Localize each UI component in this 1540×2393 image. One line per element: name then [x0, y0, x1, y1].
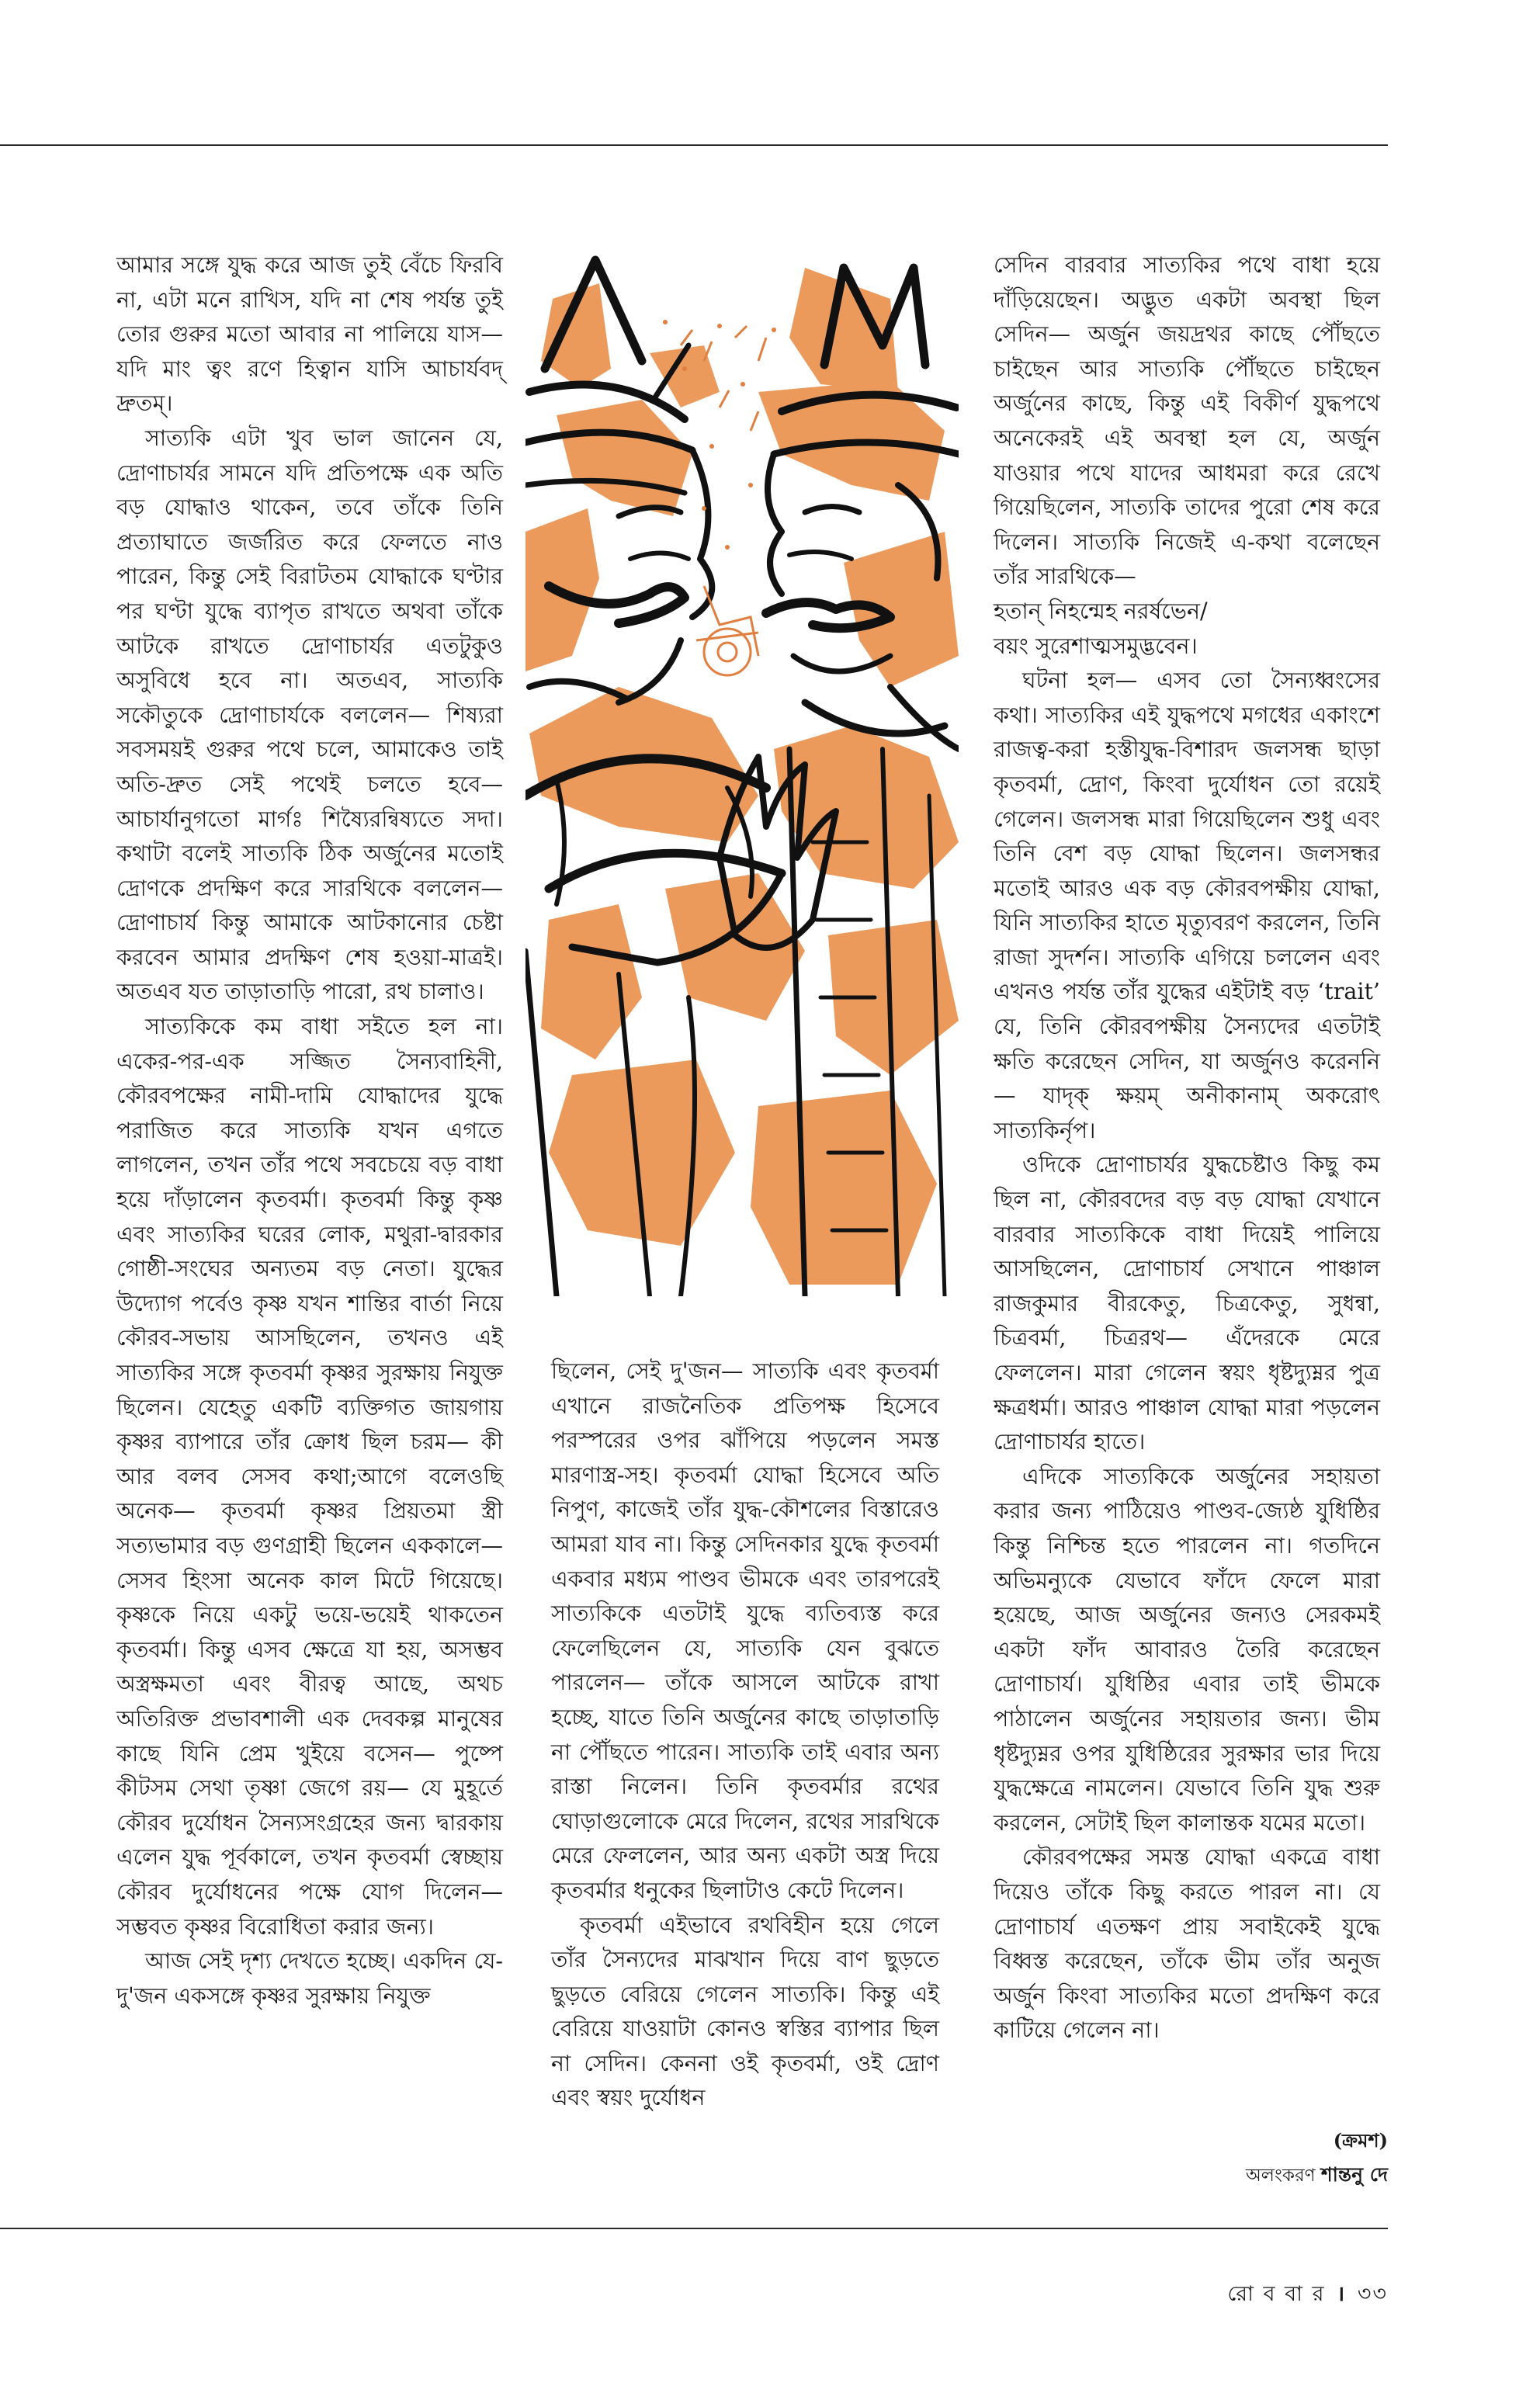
paragraph: ঘটনা হল— এসব তো সৈন্যধ্বংসের কথা। সাত্যকির এই যুদ্ধপথে মগধের একাংশে রাজত্ব-করা হস্তীযুদ্ধ-বিশারদ জলসন্ধ ছাড়া কৃতবর্মা, দ্রোণ, কিংবা দুর্যোধন তো রয়েই গেলেন। জলসন্ধ মারা গিয়েছিলেন শুধু এবং তিনি বেশ বড় যোদ্ধা ছিলেন। জলসন্ধর মতোই আরও এক বড় কৌরবপক্ষীয় যোদ্ধা, যিনি সাত্যকির হাতে মৃত্যুবরণ করলেন, তিনি রাজা সুদর্শন। সাত্যকি এগিয়ে চললেন এবং এখনও পর্যন্ত তাঁর যুদ্ধের এইটাই বড় ‘trait’ যে, তিনি কৌরবপক্ষীয় সৈন্যদের এতটাই ক্ষতি করেছেন সেদিন, যা অর্জুনও করেননি— যাদৃক্‌ ক্ষয়ম্‌ অনীকানাম্‌ অকরোৎ সাত্যকির্নৃপ। [994, 668, 1380, 1143]
paragraph: এদিকে সাত্যকিকে অর্জুনের সহায়তা করার জন্য পাঠিয়েও পাণ্ডব-জ্যেষ্ঠ যুধিষ্ঠির কিন্তু নিশ্চিন্ত হতে পারলেন না। গতদিনে অভিমন্যুকে যেভাবে ফাঁদে ফেলে মারা হয়েছে, আজ অর্জুনের জন্যও সেরকমই একটা ফাঁদ আবারও তৈরি করেছেন দ্রোণাচার্য। যুধিষ্ঠির এবার তাই ভীমকে পাঠালেন অর্জুনের সহায়তার জন্য। ভীম ধৃষ্টদ্যুম্নর ওপর যুধিষ্ঠিরের সুরক্ষার ভার দিয়ে যুদ্ধক্ষেত্রে নামলেন। যেভাবে তিনি যুদ্ধ শুরু করলেন, সেটাই ছিল কালান্তক যমের মতো। [994, 1463, 1380, 1836]
right-column [994, 248, 1380, 2048]
verse-line: হতান্‌ নিহন্মেহ নরর্ষভেন/ [994, 598, 1208, 624]
paragraph: আমার সঙ্গে যুদ্ধ করে আজ তুই বেঁচে ফিরবি না, এটা মনে রাখিস, যদি না শেষ পর্যন্ত তুই তোর গুরুর মতো আবার না পালিয়ে যাস— যদি মাং ত্বং রণে হিত্বান যাসি আচার্যবদ্‌ দ্রুতম্‌। [116, 252, 503, 417]
paragraph: সেদিন বারবার সাত্যকির পথে বাধা হয়ে দাঁড়িয়েছেন। অদ্ভুত একটা অবস্থা ছিল সেদিন— অর্জুন জয়দ্রথর কাছে পৌঁছতে চাইছেন আর সাত্যকি পৌঁছতে চাইছেন অর্জুনের কাছে, কিন্তু এই বিকীর্ণ যুদ্ধপথে অনেকেরই এই অবস্থা হল যে, অর্জুন যাওয়ার পথে যাদের আধমরা করে রেখে গিয়েছিলেন, সাত্যকি তাদের পুরো শেষ করে দিলেন। সাত্যকি নিজেই এ-কথা বলেছেন তাঁর সারথিকে— [994, 252, 1380, 590]
paragraph: ছিলেন, সেই দু'জন— সাত্যকি এবং কৃতবর্মা এখানে রাজনৈতিক প্রতিপক্ষ হিসেবে পরস্পরের ওপর ঝাঁপিয়ে পড়লেন সমস্ত মারণাস্ত্র-সহ। কৃতবর্মা যোদ্ধা হিসেবে অতি নিপুণ, কাজেই তাঁর যুদ্ধ-কৌশলের বিস্তারেও আমরা যাব না। কিন্তু সেদিনকার যুদ্ধে কৃতবর্মা একবার মধ্যম পাণ্ডব ভীমকে এবং তারপরেই সাত্যকিকে এতটাই যুদ্ধে ব্যতিব্যস্ত করে ফেলেছিলেন যে, সাত্যকি যেন বুঝতে পারলেন— তাঁকে আসলে আটকে রাখা হচ্ছে, যাতে তিনি অর্জুনের কাছে তাড়াতাড়ি না পৌঁছতে পারেন। সাত্যকি তাই এবার অন্য রাস্তা নিলেন। তিনি কৃতবর্মার রথের ঘোড়াগুলোকে মেরে দিলেন, রথের সারথিকে মেরে ফেললেন, আর অন্য একটা অস্ত্র দিয়ে কৃতবর্মার ধনুকের ছিলাটাও কেটে দিলেন। [551, 1358, 939, 1903]
page-folio [1227, 2278, 1388, 2313]
middle-column [551, 1354, 939, 2116]
page-number: ৩৩ [1357, 2282, 1388, 2306]
paragraph: সাত্যকি এটা খুব ভাল জানেন যে, দ্রোণাচার্যর সামনে যদি প্রতিপক্ষে এক অতি বড় যোদ্ধাও থাকেন, তবে তাঁকে তিনি প্রত্যাঘাতে জর্জরিত করে ফেলতে নাও পারেন, কিন্তু সেই বিরাটতম যোদ্ধাকে ঘণ্টার পর ঘণ্টা যুদ্ধে ব্যাপৃত রাখতে অথবা তাঁকে আটকে রাখতে দ্রোণাচার্যর এতটুকুও অসুবিধে হবে না। অতএব, সাত্যকি সকৌতুকে দ্রোণাচার্যকে বললেন— শিষ্যরা সবসময়ই গুরুর পথে চলে, আমাকেও তাই অতি-দ্রুত সেই পথেই চলতে হবে— আচার্যানুগতো মার্গঃ শিষ্যৈরন্বিষ্যতে সদা। কথাটা বলেই সাত্যকি ঠিক অর্জুনের মতোই দ্রোণকে প্রদক্ষিণ করে সারথিকে বললেন— দ্রোণাচার্য কিন্তু আমাকে আটকানোর চেষ্টা করবেন আমার প্রদক্ষিণ শেষ হওয়া-মাত্রই। অতএব যত তাড়াতাড়ি পারো, রথ চালাও। [116, 425, 503, 1005]
continued-marker: (ক্রমশ) [1333, 2129, 1388, 2152]
paragraph: আজ সেই দৃশ্য দেখতে হচ্ছে। একদিন যে-দু'জন একসঙ্গে কৃষ্ণর সুরক্ষায় নিযুক্ত [116, 1948, 503, 2009]
paragraph: কৌরবপক্ষের সমস্ত যোদ্ধা একত্রে বাধা দিয়েও তাঁকে কিছু করতে পারল না। যে দ্রোণাচার্য এতক্ষণ প্রায় সবাইকেই যুদ্ধে বিধ্বস্ত করেছেন, তাঁকে ভীম তাঁর অনুজ অর্জুন কিংবা সাত্যকির মতো প্রদক্ষিণ করে কাটিয়ে গেলেন না। [994, 1844, 1380, 2044]
verse-line: বয়ং সুরেশাত্মসমুদ্ভবেন। [994, 633, 1198, 659]
magazine-name: রো ব বা র [1227, 2282, 1326, 2306]
credit-name: শান্তনু দে [1320, 2163, 1388, 2186]
illustration-credit [1246, 2159, 1388, 2193]
credit-label: অলংকরণ [1245, 2166, 1316, 2186]
illustration [525, 252, 959, 1296]
paragraph: ওদিকে দ্রোণাচার্যর যুদ্ধচেষ্টাও কিছু কম ছিল না, কৌরবদের বড় বড় যোদ্ধা যেখানে বারবার সাত্যকিকে বাধা দিয়েই পালিয়ে আসছিলেন, দ্রোণাচার্য সেখানে পাঞ্চাল রাজকুমার বীরকেতু, চিত্রকেতু, সুধন্বা, চিত্রবর্মা, চিত্ররথ— এঁদেরকে মেরে ফেললেন। মারা গেলেন স্বয়ং ধৃষ্টদ্যুম্নর পুত্র ক্ষত্রধর্মা। আরও পাঞ্চাল যোদ্ধা মারা পড়লেন দ্রোণাচার্যর হাতে। [994, 1152, 1380, 1455]
folio-separator: । [1337, 2282, 1347, 2306]
bottom-rule [0, 2228, 1388, 2229]
left-column [116, 248, 503, 2013]
paragraph: কৃতবর্মা এইভাবে রথবিহীন হয়ে গেলে তাঁর সৈন্যদের মাঝখান দিয়ে বাণ ছুড়তে ছুড়তে বেরিয়ে গেলেন সাত্যকি। কিন্তু এই বেরিয়ে যাওয়াটা কোনও স্বস্তির ব্যাপার ছিল না সেদিন। কেননা ওই কৃতবর্মা, ওই দ্রোণ এবং স্বয়ং দুর্যোধন [551, 1912, 939, 2111]
paragraph: সাত্যকিকে কম বাধা সইতে হল না। একের-পর-এক সজ্জিত সৈন্যবাহিনী, কৌরবপক্ষের নামী-দামি যোদ্ধাদের যুদ্ধে পরাজিত করে সাত্যকি যখন এগতে লাগলেন, তখন তাঁর পথে সবচেয়ে বড় বাধা হয়ে দাঁড়ালেন কৃতবর্মা। কৃতবর্মা কিন্তু কৃষ্ণ এবং সাত্যকির ঘরের লোক, মথুরা-দ্বারকার গোষ্ঠী-সংঘের অন্যতম বড় নেতা। যুদ্ধের উদ্যোগ পর্বেও কৃষ্ণ যখন শান্তির বার্তা নিয়ে কৌরব-সভায় আসছিলেন, তখনও এই সাত্যকির সঙ্গে কৃতবর্মা কৃষ্ণর সুরক্ষায় নিযুক্ত ছিলেন। যেহেতু একটি ব্যক্তিগত জায়গায় কৃষ্ণর ব্যাপারে তাঁর ক্রোধ ছিল চরম— কী আর বলব সেসব কথা;আগে বলেওছি অনেক— কৃতবর্মা কৃষ্ণর প্রিয়তমা স্ত্রী সত্যভামার বড় গুণগ্রাহী ছিলেন এককালে— সেসব হিংসা অনেক কাল মিটে গিয়েছে। কৃষ্ণকে নিয়ে একটু ভয়ে-ভয়েই থাকতেন কৃতবর্মা। কিন্তু এসব ক্ষেত্রে যা হয়, অসম্ভব অস্ত্রক্ষমতা এবং বীরত্ব আছে, অথচ অতিরিক্ত প্রভাবশালী এক দেবকল্প মানুষের কাছে যিনি প্রেম খুইয়ে বসেন— পুষ্পে কীটসম সেথা তৃষ্ণা জেগে রয়— যে মুহূর্তে কৌরব দুর্যোধন সৈন্যসংগ্রহের জন্য দ্বারকায় এলেন যুদ্ধ পূর্বকালে, তখন কৃতবর্মা স্বেচ্ছায় কৌরব দুর্যোধনের পক্ষে যোগ দিলেন— সম্ভবত কৃষ্ণর বিরোধিতা করার জন্য। [116, 1014, 503, 1940]
top-rule [0, 144, 1388, 146]
